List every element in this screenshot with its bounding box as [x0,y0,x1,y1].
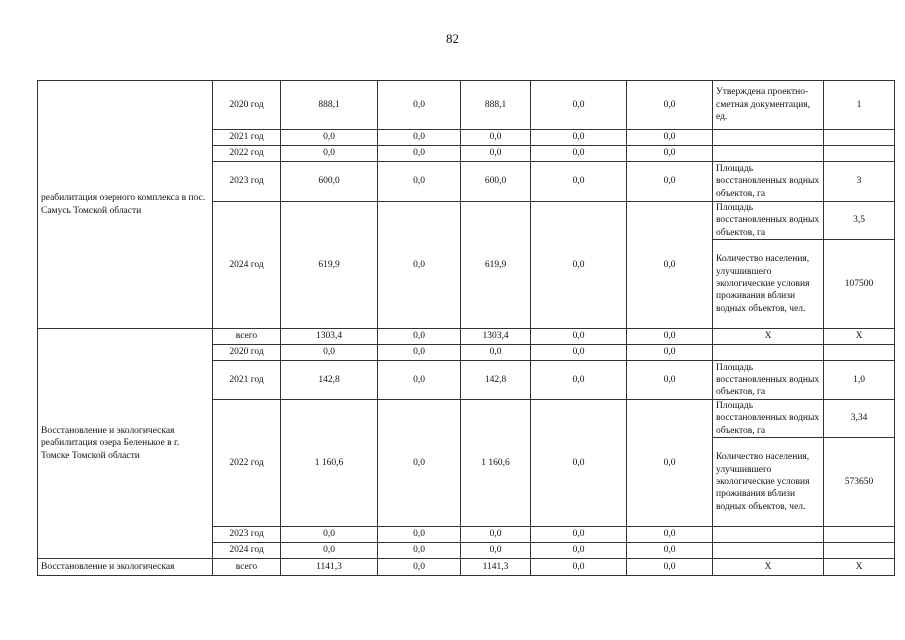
regional-cell: 1141,3 [461,559,531,576]
local-cell: 0,0 [531,345,627,361]
period-cell: 2022 год [213,400,281,527]
federal-cell: 0,0 [378,162,461,202]
indicator-value: 3,5 [824,202,895,240]
indicator-value: 1 [824,81,895,130]
indicator-value: X [824,559,895,576]
local-cell: 0,0 [531,202,627,329]
regional-cell: 619,9 [461,202,531,329]
other-cell: 0,0 [627,543,713,559]
other-cell: 0,0 [627,202,713,329]
other-cell: 0,0 [627,400,713,527]
table-row [38,559,895,576]
period-cell: 2020 год [213,81,281,130]
federal-cell: 0,0 [378,559,461,576]
indicator-name [713,146,824,162]
period-cell: 2024 год [213,202,281,329]
indicator-name: Количество населения, улучшившего экологические условия проживания вблизи водных объектов, чел. [713,240,824,329]
total-cell: 0,0 [281,543,378,559]
indicator-name: Площадь восстановленных водных объектов, га [713,202,824,240]
indicator-value [824,527,895,543]
indicator-value [824,543,895,559]
event-description: реабилитация озерного комплекса в пос. Самусь Томской области [38,81,213,329]
local-cell: 0,0 [531,543,627,559]
local-cell: 0,0 [531,130,627,146]
total-cell: 0,0 [281,527,378,543]
indicator-name [713,543,824,559]
other-cell: 0,0 [627,329,713,345]
indicator-value [824,345,895,361]
regional-cell: 888,1 [461,81,531,130]
regional-cell: 0,0 [461,130,531,146]
other-cell: 0,0 [627,81,713,130]
period-cell: 2023 год [213,527,281,543]
regional-cell: 0,0 [461,527,531,543]
federal-cell: 0,0 [378,543,461,559]
total-cell: 142,8 [281,361,378,400]
event-description: Восстановление и экологическая [38,559,213,576]
federal-cell: 0,0 [378,202,461,329]
federal-cell: 0,0 [378,527,461,543]
total-cell: 0,0 [281,130,378,146]
other-cell: 0,0 [627,162,713,202]
indicator-name [713,345,824,361]
indicator-name: Площадь восстановленных водных объектов, га [713,162,824,202]
indicator-name: Площадь восстановленных водных объектов, га [713,400,824,438]
total-cell: 619,9 [281,202,378,329]
total-cell: 1303,4 [281,329,378,345]
total-cell: 1141,3 [281,559,378,576]
indicator-value: 3,34 [824,400,895,438]
other-cell: 0,0 [627,146,713,162]
other-cell: 0,0 [627,345,713,361]
regional-cell: 1303,4 [461,329,531,345]
total-cell: 1 160,6 [281,400,378,527]
other-cell: 0,0 [627,559,713,576]
page-number: 82 [446,31,459,46]
period-cell: 2021 год [213,361,281,400]
table-row [38,329,895,345]
total-cell: 600,0 [281,162,378,202]
period-cell: 2020 год [213,345,281,361]
indicator-value: 1,0 [824,361,895,400]
event-description: Восстановление и экологическая реабилитация озера Беленькое в г. Томске Томской области [38,329,213,559]
period-cell: 2023 год [213,162,281,202]
federal-cell: 0,0 [378,81,461,130]
period-cell: всего [213,559,281,576]
table-row [38,81,895,130]
period-cell: всего [213,329,281,345]
period-cell: 2022 год [213,146,281,162]
indicator-name: Количество населения, улучшившего экологические условия проживания вблизи водных объектов, чел. [713,438,824,527]
indicator-value: X [824,329,895,345]
total-cell: 0,0 [281,345,378,361]
regional-cell: 600,0 [461,162,531,202]
federal-cell: 0,0 [378,345,461,361]
other-cell: 0,0 [627,361,713,400]
indicator-value: 573650 [824,438,895,527]
federal-cell: 0,0 [378,400,461,527]
indicator-value: 107500 [824,240,895,329]
local-cell: 0,0 [531,146,627,162]
indicator-name: X [713,329,824,345]
period-cell: 2024 год [213,543,281,559]
indicator-name: Утверждена проектно-сметная документация, ед. [713,81,824,130]
indicator-value [824,146,895,162]
indicator-name: X [713,559,824,576]
local-cell: 0,0 [531,162,627,202]
local-cell: 0,0 [531,361,627,400]
period-cell: 2021 год [213,130,281,146]
federal-cell: 0,0 [378,146,461,162]
total-cell: 0,0 [281,146,378,162]
regional-cell: 1 160,6 [461,400,531,527]
indicator-value [824,130,895,146]
program-table [37,80,895,576]
local-cell: 0,0 [531,400,627,527]
regional-cell: 142,8 [461,361,531,400]
local-cell: 0,0 [531,527,627,543]
regional-cell: 0,0 [461,345,531,361]
federal-cell: 0,0 [378,361,461,400]
other-cell: 0,0 [627,527,713,543]
regional-cell: 0,0 [461,543,531,559]
indicator-value: 3 [824,162,895,202]
regional-cell: 0,0 [461,146,531,162]
other-cell: 0,0 [627,130,713,146]
local-cell: 0,0 [531,329,627,345]
indicator-name: Площадь восстановленных водных объектов, га [713,361,824,400]
indicator-name [713,130,824,146]
indicator-name [713,527,824,543]
local-cell: 0,0 [531,81,627,130]
total-cell: 888,1 [281,81,378,130]
federal-cell: 0,0 [378,130,461,146]
federal-cell: 0,0 [378,329,461,345]
local-cell: 0,0 [531,559,627,576]
